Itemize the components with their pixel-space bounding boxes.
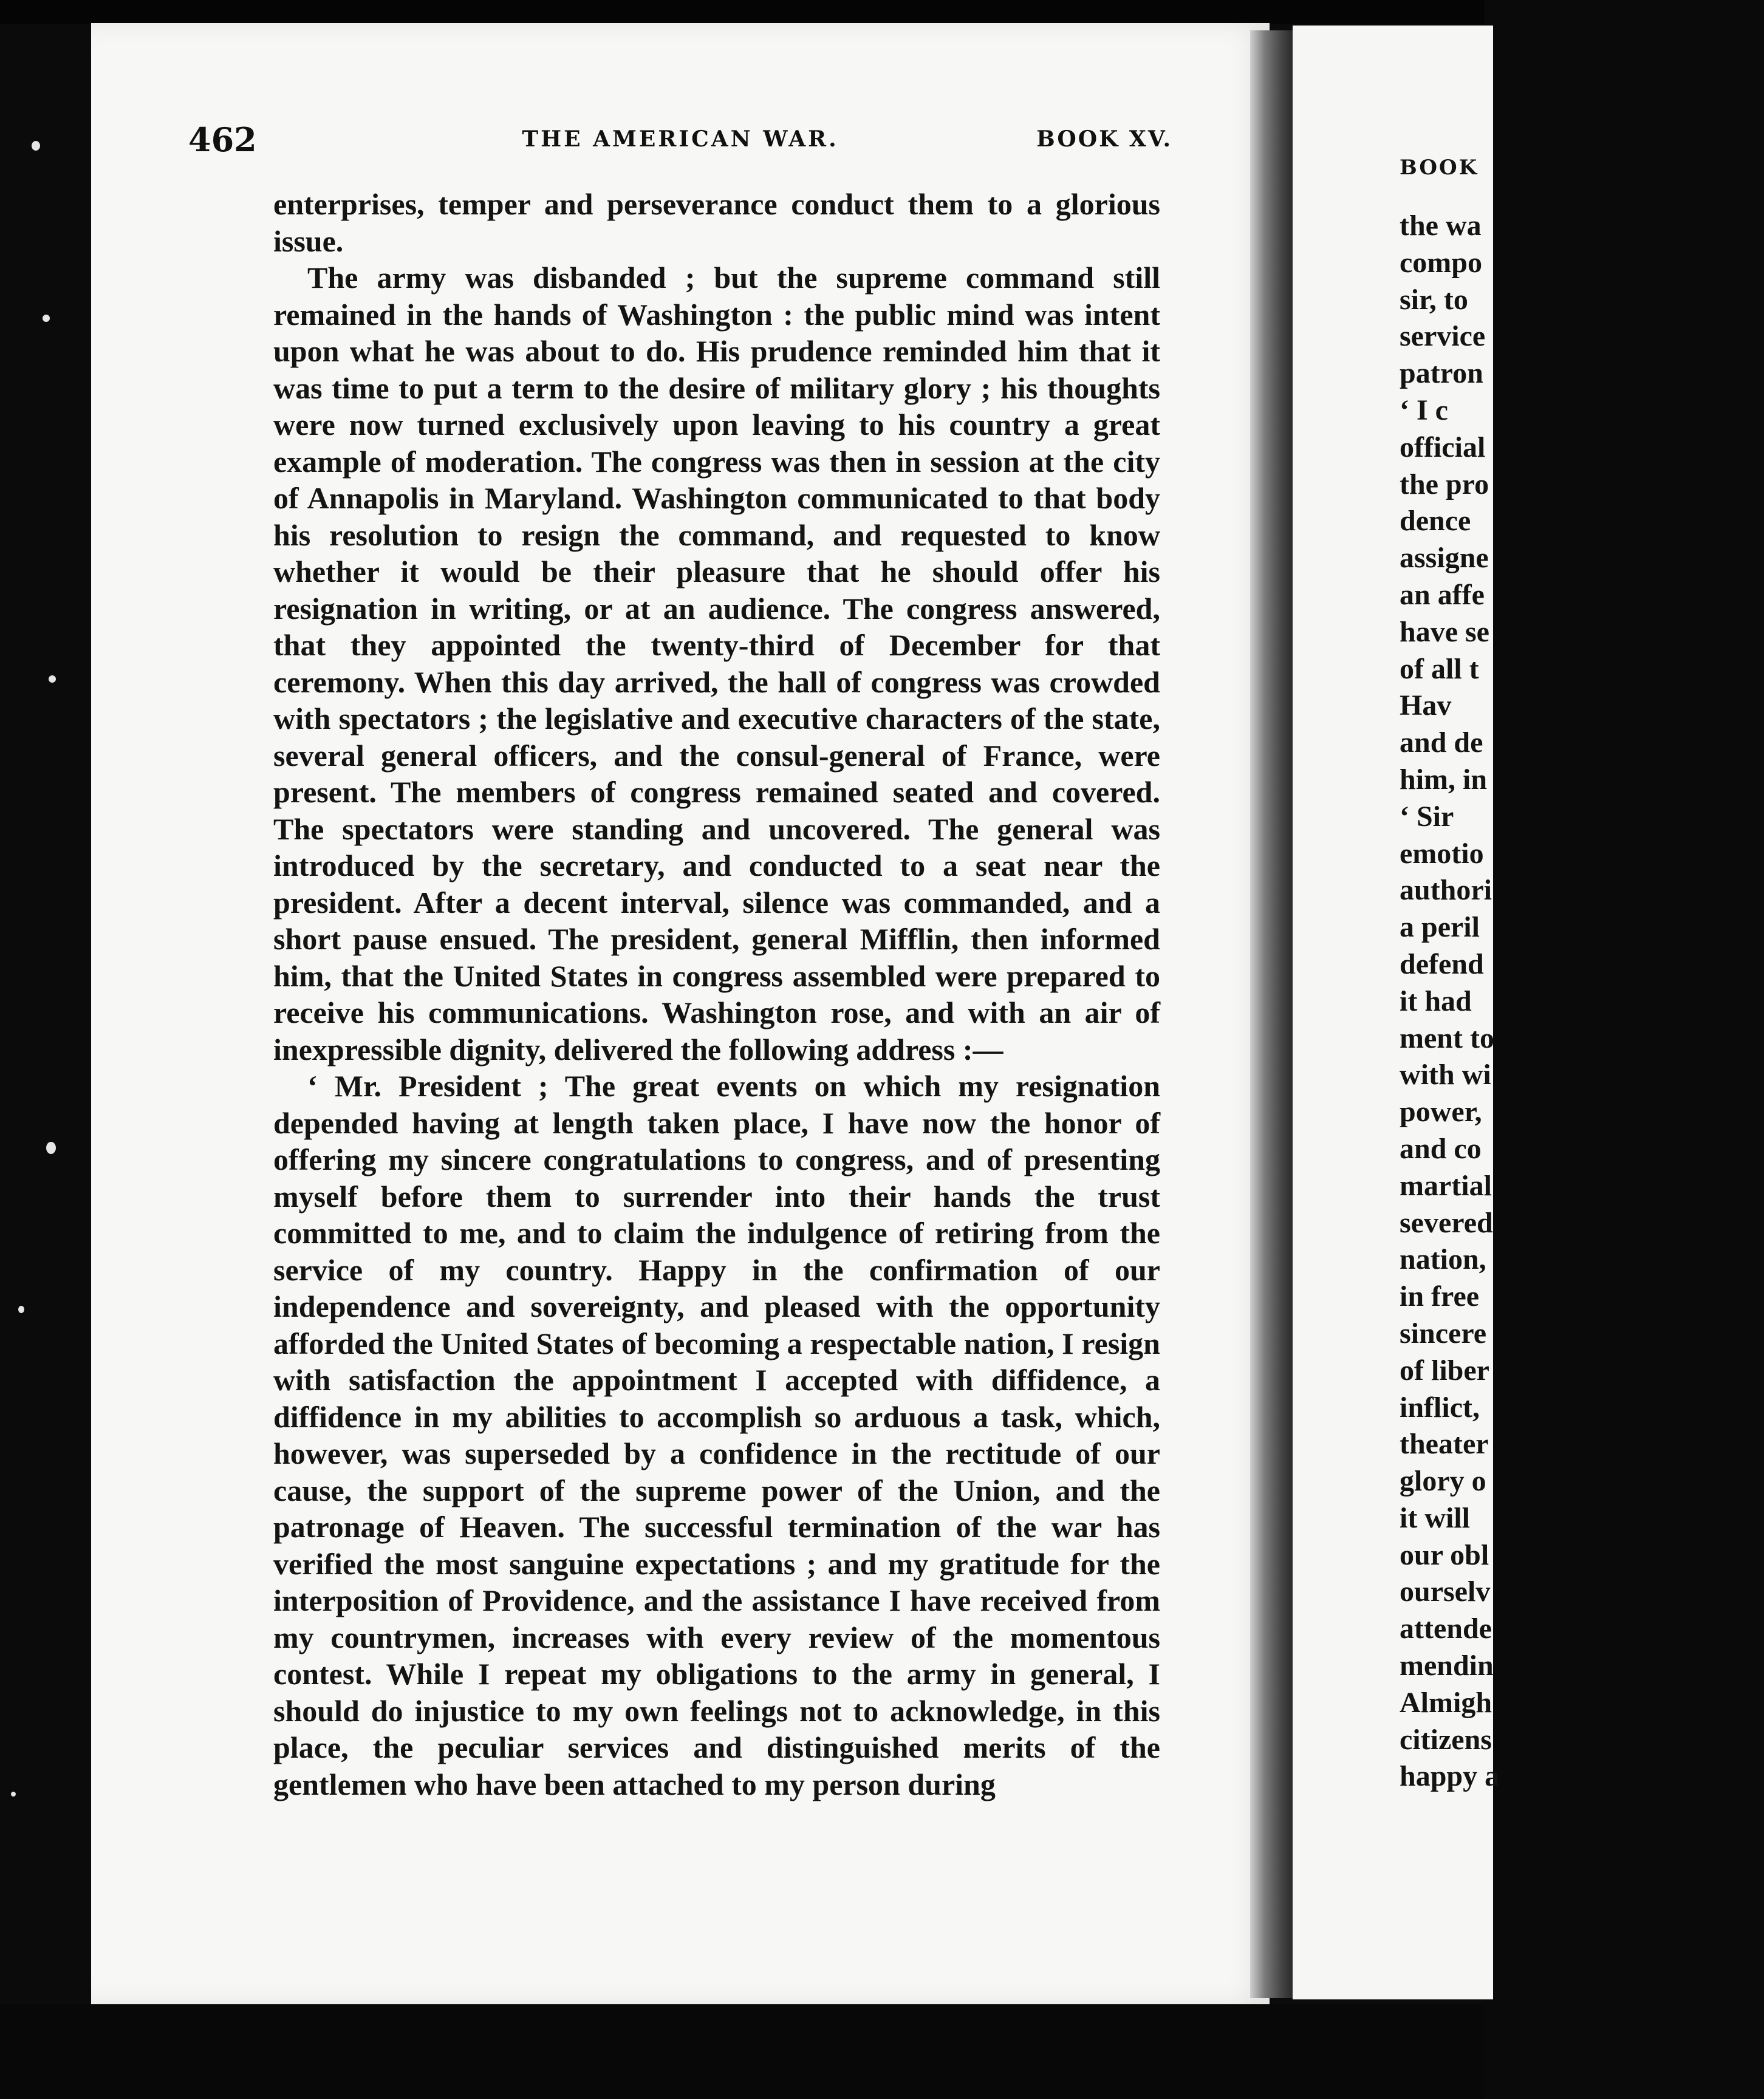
running-title: THE AMERICAN WAR. [522,126,839,152]
paragraph-army-disbanded: The army was disbanded ; but the supreme command still remained in the hands of Washington : the public mind was intent upon what he was about to do. His prudence reminded him that it was time to put a term to the desire of military glory ; his thoughts were now turned exclusively upon leaving to his country a great example of moderation. The congress was then in session at the city of Annapolis in Maryland. Washington communicated to that body his resolution to resign the command, and requested to know whether it would be their pleasure that he should offer his resignation in writing, or at an audience. The congress answered, that they appointed the twenty-third of December for that ceremony. When this day arrived, the hall of congress was crowded with spectators ; the legislative and executive characters of the state, several general officers, and the consul-general of France, were present. The members of congress remained seated and covered. The spectators were standing and uncovered. The general was introduced by the secretary, and conducted to a seat near the president. After a decent interval, silence was commanded, and a short pause ensued. The president, general Mifflin, then informed him, that the United States in congress assembled were prepared to receive his communications. Washington rose, and with an air of inexpressible dignity, delivered the following address :— [273,261,1160,1067]
right-page-line: Hav [1400,689,1452,722]
right-page-line: of liber [1400,1354,1489,1387]
right-page-line: dence [1400,505,1471,538]
book-label: BOOK XV. [1036,126,1172,152]
right-page-line: sincere [1400,1317,1487,1350]
right-page-line: service [1400,320,1486,353]
right-page-line: defend [1400,947,1484,980]
right-page-line: glory o [1400,1465,1486,1498]
right-page-text [1400,141,1764,1795]
right-page-line: power, [1400,1096,1482,1128]
right-page-line: and co [1400,1132,1482,1165]
right-page-line: ‘ Sir [1400,800,1454,833]
right-page-line: emotio [1400,837,1484,870]
right-page-line: an affe [1400,578,1485,611]
dust-speck [49,675,56,683]
right-page-line: official [1400,431,1486,463]
right-page-line: a peril [1400,911,1480,944]
right-page-line: the wa [1400,210,1482,242]
right-page-line: nation, [1400,1243,1486,1276]
right-page-line: ment to [1400,1022,1494,1054]
right-page-line: sir, to [1400,283,1468,316]
dust-speck [11,1792,16,1797]
dust-speck [43,315,50,322]
scan-border-top [0,0,1485,24]
right-page-line: have se [1400,615,1489,648]
right-page-line: ourselv [1400,1575,1491,1608]
right-page-line: ‘ I c [1400,394,1448,426]
right-page-line: happy a [1400,1760,1500,1793]
right-page-line: theater [1400,1428,1489,1461]
paragraph-continuation: enterprises, temper and perseverance conduct them to a glorious issue. [273,187,1160,258]
paragraph-washington-address: ‘ Mr. President ; The great events on which my resignation depended having at length taken place, I have now the honor of offering my sincere congratulations to congress, and of presenting myself before them to surrender into their hands the trust committed to me, and to claim the indulgence of retiring from the service of my country. Happy in the confirmation of our independence and sovereignty, and pleased with the opportunity afforded the United States of becoming a respectable nation, I resign with satisfaction the appointment I accepted with diffidence, a diffidence in my abilities to accomplish so arduous a task, which, however, was superseded by a confidence in the rectitude of our cause, the support of the supreme power of the Union, and the patronage of Heaven. The successful termination of the war has verified the most sanguine expectations ; and my gratitude for the interposition of Providence, and the assistance I have received from my countrymen, increases with every review of the momentous contest. While I repeat my obligations to the army in general, I should do injustice to my own feelings not to acknowledge, in this place, the peculiar services and distinguished merits of the gentlemen who have been attached to my person during [273,1069,1160,1801]
right-page-lines [1400,208,1764,1795]
right-page-line: compo [1400,246,1482,279]
right-page-line: citizens [1400,1723,1492,1756]
right-page-line: inflict, [1400,1391,1480,1424]
right-page-header: BOOK [1400,155,1479,180]
right-page-line: our obl [1400,1538,1489,1571]
right-page-line: assigne [1400,542,1489,575]
right-page-line: patron [1400,357,1483,390]
body-text [273,186,1160,1803]
dust-speck [18,1306,24,1313]
page-header [188,120,1172,163]
right-page-line: it had [1400,985,1472,1017]
right-page-line: with wi [1400,1059,1491,1091]
dust-speck [32,141,40,151]
dust-speck [46,1142,56,1154]
right-page-line: it will [1400,1501,1470,1534]
right-page-line: authori [1400,874,1492,907]
right-page-line: severed [1400,1206,1493,1239]
right-page-line: mendin [1400,1650,1494,1682]
page-number: 462 [188,120,257,159]
right-page-line: Almigh [1400,1686,1492,1719]
right-page-line: the pro [1400,468,1489,500]
book-gutter [1250,30,1293,1998]
right-page-line: and de [1400,726,1483,759]
right-page [1293,26,1500,1999]
right-page-line: martial [1400,1169,1492,1202]
right-page-line: of all t [1400,652,1479,685]
right-page-line: him, in [1400,763,1488,796]
right-page-line: in free [1400,1280,1480,1313]
right-page-line: attende [1400,1613,1492,1645]
scan-border-bottom [0,2004,1485,2099]
